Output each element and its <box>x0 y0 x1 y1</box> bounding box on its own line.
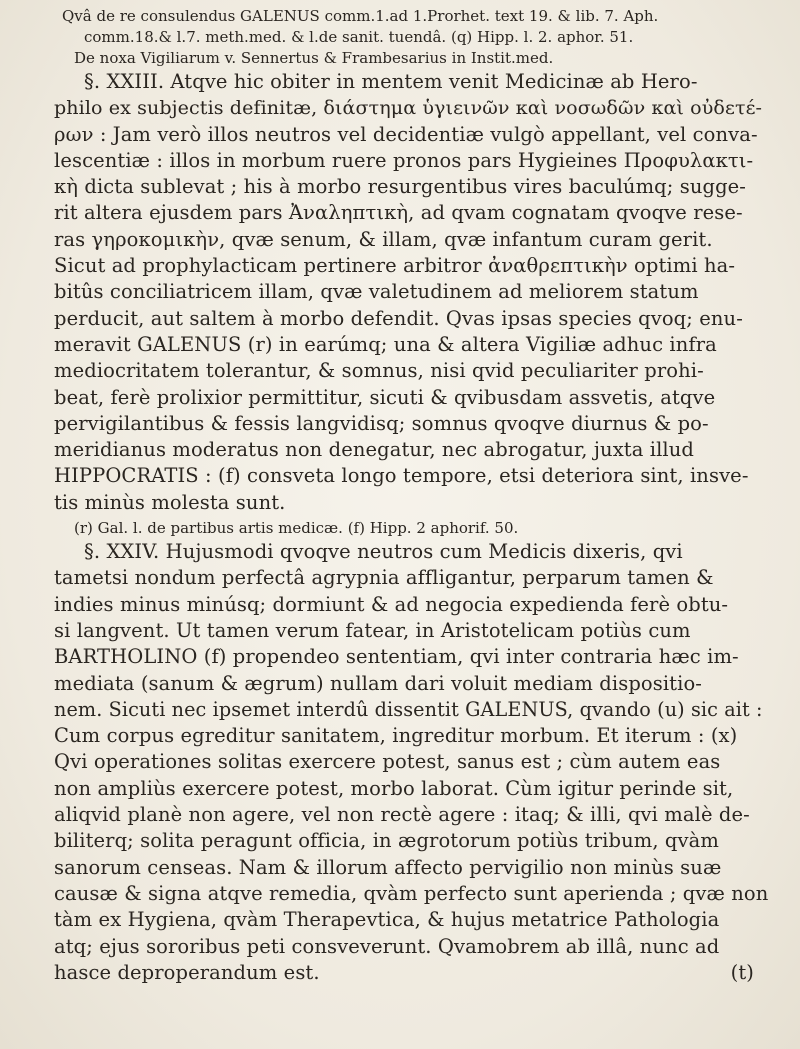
paragraph-line: Qvi operationes solitas exercere potest, sanus est ; cùm autem eas <box>54 750 721 774</box>
paragraph-line: sanorum censeas. Nam & illorum affecto pervigilio non minùs suæ <box>54 855 722 879</box>
footnote-line: Qvâ de re consulendus GALENUS comm.1.ad 1.Prorhet. text 19. & lib. 7. Aph. <box>62 7 659 25</box>
paragraph-line: aliqvid planè non agere, vel non rectè agere : itaq; & illi, qvi malè de- <box>54 803 750 827</box>
paragraph-line: rit altera ejusdem pars Ἀναληπτικὴ, ad qvam cognatam qvoqve rese- <box>54 201 743 225</box>
paragraph-line: atq; ejus sororibus peti consveverunt. Qvamobrem ab illâ, nunc ad <box>54 934 720 958</box>
catchword: (t) <box>730 960 754 984</box>
paragraph-line: pervigilantibus & fessis langvidisq; somnus qvoqve diurnus & po- <box>54 411 709 435</box>
paragraph-line: Cum corpus egreditur sanitatem, ingreditur morbum. Et iterum : (x) <box>54 724 738 748</box>
paragraph-line: κὴ dicta sublevat ; his à morbo resurgentibus vires baculúmq; sugge- <box>54 175 746 199</box>
paragraph-line: bitûs conciliatricem illam, qvæ valetudinem ad meliorem statum <box>54 280 699 304</box>
paragraph-line: HIPPOCRATIS : (f) consveta longo tempore, etsi deteriora sint, insve- <box>54 464 749 488</box>
paragraph-line: mediocritatem tolerantur, & somnus, nisi qvid peculiariter prohi- <box>54 359 704 383</box>
paragraph-line: mediata (sanum & ægrum) nullam dari voluit mediam dispositio- <box>54 671 702 695</box>
paragraph-line: tis minùs molesta sunt. <box>54 490 286 514</box>
paragraph-line: si langvent. Ut tamen verum fatear, in Aristotelicam potiùs cum <box>54 618 691 642</box>
paragraph-line: indies minus minúsq; dormiunt & ad negocia expedienda ferè obtu- <box>54 592 729 616</box>
paragraph-line: Sicut ad prophylacticam pertinere arbitror ἀναθρεπτικὴν optimi ha- <box>54 254 736 278</box>
paragraph-line: §. XXIV. Hujusmodi qvoqve neutros cum Medicis dixeris, qvi <box>84 540 683 564</box>
paragraph-line: non ampliùs exercere potest, morbo laborat. Cùm igitur perinde sit, <box>54 776 734 800</box>
paragraph-line: §. XXIII. Atqve hic obiter in mentem venit Medicinæ ab Hero- <box>84 70 698 93</box>
paragraph-line: ras γηροκομικὴν, qvæ senum, & illam, qvæ infantum curam gerit. <box>54 227 713 251</box>
footnote-line: De noxa Vigiliarum v. Sennertus & Frambesarius in Instit.med. <box>74 49 554 67</box>
paragraph-line: beat, ferè prolixior permittitur, sicuti & qvibusdam assvetis, atqve <box>54 385 716 409</box>
paragraph-line: meravit GALENUS (r) in earúmq; una & altera Vigiliæ adhuc infra <box>54 332 717 356</box>
paragraph-line: tàm ex Hygiena, qvàm Therapevtica, & hujus metatrice Pathologia <box>54 908 720 932</box>
paragraph-line: causæ & signa atqve remedia, qvàm perfecto sunt aperienda ; qvæ non <box>54 881 769 905</box>
text-block <box>54 6 770 986</box>
paragraph-line: lescentiæ : illos in morbum ruere pronos pars Hygieines Προφυλακτι- <box>54 148 754 172</box>
paragraph-line: perducit, aut saltem à morbo defendit. Qvas ipsas species qvoq; enu- <box>54 306 743 330</box>
paragraph-xxiii <box>54 69 770 516</box>
paragraph-xxiv <box>54 539 770 986</box>
paragraph-line: ρων : Jam verò illos neutros vel decidentiæ vulgò appellant, vel conva- <box>54 122 758 146</box>
last-line-row <box>54 960 770 986</box>
footnote-mid: (r) Gal. l. de partibus artis medicæ. (f) Hipp. 2 aphorif. 50. <box>74 519 519 538</box>
paragraph-line: biliterq; solita peragunt officia, in ægrotorum potiùs tribum, qvàm <box>54 829 719 853</box>
footnote-line: comm.18.& l.7. meth.med. & l.de sanit. tuendâ. (q) Hipp. l. 2. aphor. 51. <box>84 28 634 46</box>
paragraph-line: hasce deproperandum est. <box>54 960 320 984</box>
paragraph-line: BARTHOLINO (f) propendeo sententiam, qvi inter contraria hæc im- <box>54 645 739 669</box>
footnotes-top <box>54 6 770 69</box>
paragraph-line: nem. Sicuti nec ipsemet interdû dissentit GALENUS, qvando (u) sic ait : <box>54 697 763 721</box>
paragraph-line: philo ex subjectis definitæ, διάστημα ὑγιεινῶν καὶ νοσωδῶν καὶ οὐδετέ- <box>54 97 763 120</box>
paragraph-line: tametsi nondum perfectâ agrypnia affligantur, perparum tamen & <box>54 566 714 590</box>
paragraph-line: meridianus moderatus non denegatur, nec abrogatur, juxta illud <box>54 438 694 462</box>
